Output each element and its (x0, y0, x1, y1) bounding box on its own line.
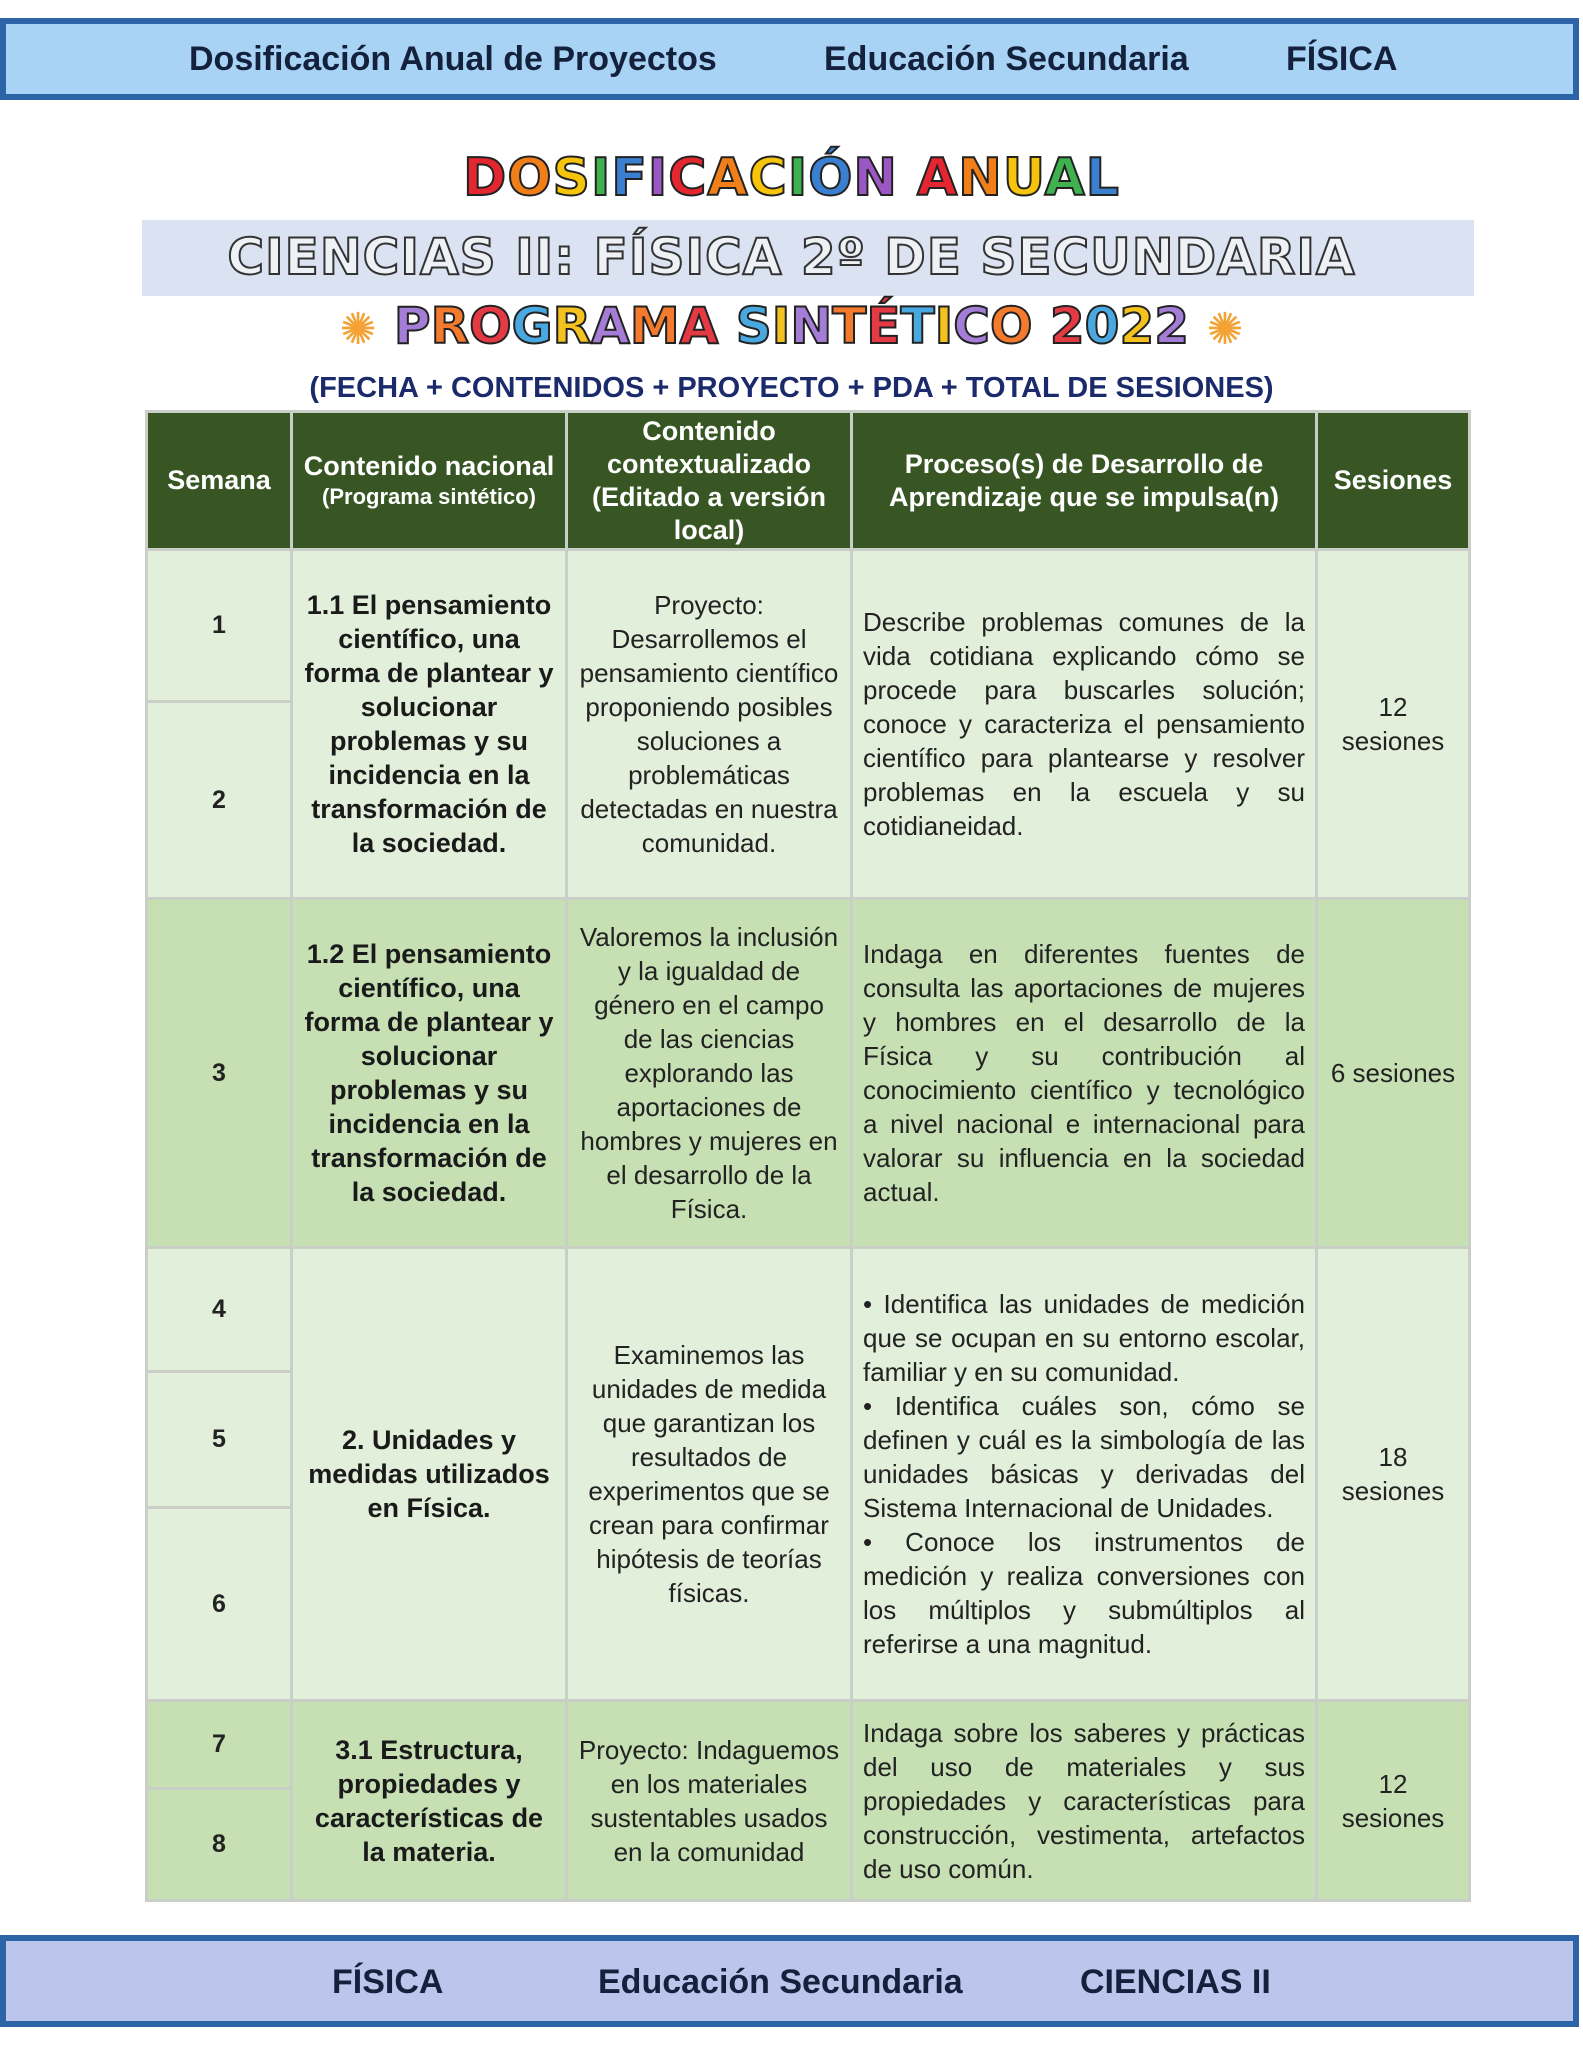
pda-item: • Conoce los instrumentos de medición y realiza conversiones con los múltiplos y submúltiplos al referirse a una magnitud. (863, 1527, 1305, 1659)
week-cell: 1 (147, 550, 292, 702)
header-sesiones: Sesiones (1317, 412, 1470, 550)
header-right-text: FÍSICA (1286, 39, 1398, 78)
footer-bar (0, 1935, 1579, 2027)
contenido-nacional-cell: 1.2 El pensamiento científico, una forma de plantear y solucionar problemas y su incidencia en la transformación de la sociedad. (292, 899, 567, 1248)
contenido-nacional-cell: 1.1 El pensamiento científico, una forma de plantear y solucionar problemas y su incidencia en la transformación de la sociedad. (292, 550, 567, 899)
week-cell: 3 (147, 899, 292, 1248)
main-title: DOSIFICACIÓN ANUAL (463, 148, 1120, 208)
contenido-nacional-cell: 2. Unidades y medidas utilizados en Física. (292, 1248, 567, 1701)
week-cell: 5 (147, 1372, 292, 1508)
week-cell: 7 (147, 1701, 292, 1789)
subtitle: (FECHA + CONTENIDOS + PROYECTO + PDA + TOTAL DE SESIONES) (309, 372, 1274, 404)
pda-cell: Describe problemas comunes de la vida cotidiana explicando cómo se procede para buscarles solución; conoce y caracteriza el pensamiento científico para plantearse y resolver problemas en la escuela y su cotidianeidad. (852, 550, 1317, 899)
pda-cell (852, 1248, 1317, 1701)
pda-item: • Identifica cuáles son, cómo se definen y cuál es la simbología de las unidades básicas y derivadas del Sistema Internacional de Unidades. (863, 1391, 1305, 1523)
flower-ornament-icon: ✺ (339, 304, 377, 355)
week-cell: 4 (147, 1248, 292, 1372)
header-bar (0, 18, 1579, 100)
contenido-nacional-cell: 3.1 Estructura, propiedades y características de la materia. (292, 1701, 567, 1901)
header-pda: Proceso(s) de Desarrollo de Aprendizaje que se impulsa(n) (852, 412, 1317, 550)
contenido-contextualizado-cell: Proyecto: Desarrollemos el pensamiento científico proponiendo posibles soluciones a problemáticas detectadas en nuestra comunidad. (567, 550, 852, 899)
header-contenido-nacional (292, 412, 567, 550)
footer-right-text: CIENCIAS II (1080, 1963, 1271, 2001)
week-cell: 8 (147, 1789, 292, 1901)
program-title: ✺ PROGRAMA SINTÉTICO 2022 ✺ (339, 297, 1244, 355)
sesiones-cell: 6 sesiones (1317, 899, 1470, 1248)
sesiones-cell: 12 sesiones (1317, 550, 1470, 899)
sesiones-cell: 18 sesiones (1317, 1248, 1470, 1701)
header-left-text: Dosificación Anual de Proyectos (189, 39, 717, 78)
header-semana: Semana (147, 412, 292, 550)
footer-center-text: Educación Secundaria (598, 1963, 963, 2001)
dosificacion-table (145, 410, 1471, 1902)
pda-item: • Identifica las unidades de medición que se ocupan en su entorno escolar, familiar y en su comunidad. (863, 1289, 1305, 1387)
pda-cell: Indaga en diferentes fuentes de consulta las aportaciones de mujeres y hombres en el desarrollo de la Física y su contribución al conocimiento científico y tecnológico a nivel nacional e internacional para valorar su influencia en la sociedad actual. (852, 899, 1317, 1248)
sesiones-cell: 12 sesiones (1317, 1701, 1470, 1901)
course-title: CIENCIAS II: FÍSICA 2º DE SECUNDARIA (227, 228, 1356, 286)
contenido-contextualizado-cell: Proyecto: Indaguemos en los materiales sustentables usados en la comunidad (567, 1701, 852, 1901)
header-nacional-label: Contenido nacional (303, 451, 555, 481)
header-contenido-contextualizado: Contenido contextualizado (Editado a versión local) (567, 412, 852, 550)
week-cell: 2 (147, 702, 292, 899)
footer-left-text: FÍSICA (332, 1963, 444, 2001)
contenido-contextualizado-cell: Valoremos la inclusión y la igualdad de género en el campo de las ciencias explorando las aportaciones de hombres y mujeres en el desarrollo de la Física. (567, 899, 852, 1248)
header-center-text: Educación Secundaria (824, 39, 1189, 78)
pda-cell: Indaga sobre los saberes y prácticas del uso de materiales y sus propiedades y características para construcción, vestimenta, artefactos de uso común. (852, 1701, 1317, 1901)
week-cell: 6 (147, 1508, 292, 1701)
contenido-contextualizado-cell: Examinemos las unidades de medida que garantizan los resultados de experimentos que se crean para confirmar hipótesis de teorías físicas. (567, 1248, 852, 1701)
header-nacional-note: (Programa sintético) (322, 484, 536, 509)
flower-ornament-icon: ✺ (1206, 304, 1244, 355)
